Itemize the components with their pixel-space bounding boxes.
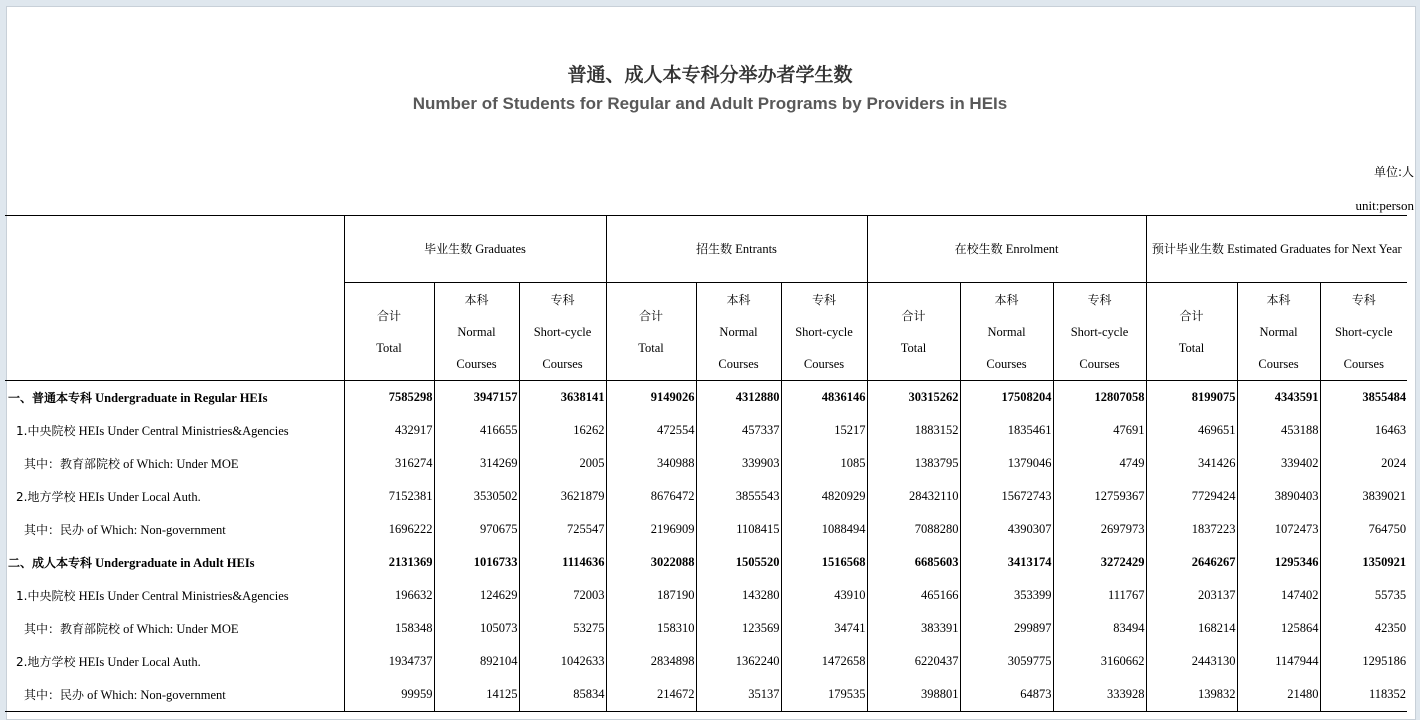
table-cell: 2646267 [1146,546,1237,579]
group-header-zh: 预计毕业生数 [1151,242,1224,256]
table-cell: 15217 [781,414,867,447]
table-row [5,546,1407,579]
table-cell: 1934737 [344,645,434,678]
table-cell: 453188 [1237,414,1320,447]
subheader-zh: 合计 [1179,308,1204,323]
table-cell: 64873 [960,678,1053,712]
subheader-en: Normal [719,324,758,339]
group-header-enrolment [867,216,1146,283]
group-header-en: Enrolment [1005,242,1059,256]
subheader-en: Courses [1258,356,1299,371]
table-cell: 111767 [1053,579,1146,612]
unit-label-en: unit:person [1355,198,1414,213]
subheader-zh: 合计 [376,308,401,323]
table-cell: 99959 [344,678,434,712]
table-cell: 1295186 [1320,645,1407,678]
table-cell: 472554 [606,414,696,447]
page-title-en: Number of Students for Regular and Adult Programs by Providers in HEIs [412,94,1008,113]
row-label [5,381,344,415]
table-cell: 1883152 [867,414,960,447]
table-cell: 316274 [344,447,434,480]
subheader-en: Short-cycle [795,324,853,339]
table-cell: 16262 [519,414,606,447]
table-cell: 3530502 [434,480,519,513]
table-cell: 118352 [1320,678,1407,712]
subheader-en: Normal [987,324,1026,339]
unit-label-zh: 单位:人 [1373,165,1414,179]
table-cell: 1516568 [781,546,867,579]
table-cell: 143280 [696,579,781,612]
table-cell: 1085 [781,447,867,480]
table-cell: 333928 [1053,678,1146,712]
group-header-entrants [606,216,867,283]
table-cell: 42350 [1320,612,1407,645]
table-cell: 43910 [781,579,867,612]
subheader-en: Courses [1343,356,1384,371]
table-cell: 3839021 [1320,480,1407,513]
table-cell: 203137 [1146,579,1237,612]
table-cell: 465166 [867,579,960,612]
table-cell: 4836146 [781,381,867,415]
table-cell: 158348 [344,612,434,645]
subheader-total [867,283,960,381]
group-header-zh: 在校生数 [954,242,1003,256]
subheader-normal-courses [434,283,519,381]
table-cell: 6220437 [867,645,960,678]
table-cell: 3855543 [696,480,781,513]
subheader-short-cycle-courses [1320,283,1407,381]
subheader-en: Courses [718,356,759,371]
subheader-en: Total [900,340,927,355]
subheader-en: Normal [1259,324,1298,339]
table-cell: 14125 [434,678,519,712]
row-label-zh: 2.地方学校 [16,490,76,504]
subheader-zh: 专科 [1087,292,1112,307]
row-label [5,645,344,678]
row-label-zh: 一、普通本专科 [8,391,93,405]
table-cell: 1042633 [519,645,606,678]
table-cell: 1362240 [696,645,781,678]
table-cell: 4820929 [781,480,867,513]
table-cell: 8199075 [1146,381,1237,415]
row-label [5,546,344,579]
table-cell: 147402 [1237,579,1320,612]
table-cell: 55735 [1320,579,1407,612]
subheader-total [606,283,696,381]
table-cell: 1147944 [1237,645,1320,678]
row-label-zh: 其中：教育部院校 [24,622,121,636]
table-row [5,480,1407,513]
table-row [5,447,1407,480]
table-cell: 457337 [696,414,781,447]
table-row [5,513,1407,546]
table-cell: 2196909 [606,513,696,546]
table-cell: 1837223 [1146,513,1237,546]
table-cell: 314269 [434,447,519,480]
table-cell: 398801 [867,678,960,712]
table-cell: 1108415 [696,513,781,546]
table-cell: 469651 [1146,414,1237,447]
table-row [5,612,1407,645]
table-cell: 339402 [1237,447,1320,480]
table-cell: 7585298 [344,381,434,415]
table-cell: 85834 [519,678,606,712]
subheader-zh: 本科 [726,292,751,307]
row-label-en: of Which: Under MOE [123,622,239,636]
table-cell: 53275 [519,612,606,645]
group-header-zh: 毕业生数 [424,242,473,256]
subheader-short-cycle-courses [781,283,867,381]
group-header-en: Entrants [735,242,777,256]
subheader-zh: 专科 [550,292,575,307]
subheader-en: Short-cycle [1334,324,1393,339]
table-cell: 3059775 [960,645,1053,678]
table-cell: 214672 [606,678,696,712]
row-label-zh: 1.中央院校 [16,424,76,438]
group-header-estimated-graduates [1146,216,1407,283]
table-cell: 3160662 [1053,645,1146,678]
subheader-zh: 专科 [1351,292,1376,307]
row-label-zh: 2.地方学校 [16,655,76,669]
subheader-en: Short-cycle [1070,324,1129,339]
table-cell: 3890403 [1237,480,1320,513]
table-cell: 341426 [1146,447,1237,480]
subheader-en: Total [638,340,664,355]
subheader-zh: 本科 [464,292,489,307]
table-cell: 2834898 [606,645,696,678]
table-cell: 1114636 [519,546,606,579]
table-cell: 8676472 [606,480,696,513]
row-label-zh: 1.中央院校 [16,589,76,603]
table-cell: 3855484 [1320,381,1407,415]
table-cell: 1072473 [1237,513,1320,546]
table-row [5,678,1407,712]
table-cell: 3621879 [519,480,606,513]
page-title-zh: 普通、成人本专科分举办者学生数 [567,64,853,86]
subheader-en: Total [376,340,402,355]
table-cell: 105073 [434,612,519,645]
row-label-zh: 其中：民办 [24,688,85,702]
row-label-en: of Which: Non-government [87,523,226,537]
table-cell: 4312880 [696,381,781,415]
table-cell: 158310 [606,612,696,645]
table-cell: 47691 [1053,414,1146,447]
table-cell: 196632 [344,579,434,612]
students-table [5,215,1407,712]
table-cell: 4390307 [960,513,1053,546]
table-cell: 125864 [1237,612,1320,645]
table-cell: 28432110 [867,480,960,513]
table-cell: 764750 [1320,513,1407,546]
subheader-en: Short-cycle [533,324,592,339]
table-cell: 3022088 [606,546,696,579]
row-label-en: HEIs Under Local Auth. [78,490,201,504]
row-label [5,447,344,480]
table-cell: 1350921 [1320,546,1407,579]
table-cell: 1472658 [781,645,867,678]
row-label-en: Undergraduate in Adult HEIs [95,556,255,570]
table-cell: 16463 [1320,414,1407,447]
subheader-short-cycle-courses [519,283,606,381]
table-cell: 34741 [781,612,867,645]
table-cell: 383391 [867,612,960,645]
subheader-zh: 本科 [994,292,1019,307]
row-label [5,480,344,513]
table-row [5,579,1407,612]
row-label [5,579,344,612]
subheader-en: Courses [542,356,583,371]
subheader-en: Courses [1079,356,1120,371]
table-cell: 1383795 [867,447,960,480]
table-cell: 6685603 [867,546,960,579]
subheader-zh: 合计 [901,308,926,323]
row-label-en: HEIs Under Local Auth. [78,655,201,669]
table-cell: 83494 [1053,612,1146,645]
subheader-zh: 专科 [812,292,837,307]
table-cell: 416655 [434,414,519,447]
row-label-en: of Which: Non-government [87,688,226,702]
table-cell: 3272429 [1053,546,1146,579]
table-cell: 3638141 [519,381,606,415]
table-cell: 970675 [434,513,519,546]
table-cell: 1088494 [781,513,867,546]
row-label [5,678,344,712]
table-cell: 4749 [1053,447,1146,480]
table-row [5,381,1407,415]
row-label [5,414,344,447]
table-cell: 1505520 [696,546,781,579]
row-label [5,513,344,546]
table-cell: 7729424 [1146,480,1237,513]
table-cell: 35137 [696,678,781,712]
row-label-en: Undergraduate in Regular HEIs [95,391,268,405]
subheader-en: Courses [803,356,845,371]
group-header-graduates [344,216,606,283]
table-cell: 432917 [344,414,434,447]
group-header-zh: 招生数 [696,242,733,256]
table-cell: 299897 [960,612,1053,645]
table-cell: 7152381 [344,480,434,513]
table-cell: 340988 [606,447,696,480]
table-cell: 1696222 [344,513,434,546]
subheader-en: Total [1178,340,1205,355]
subheader-en: Normal [457,324,496,339]
table-cell: 72003 [519,579,606,612]
group-header-en: Graduates [475,242,526,256]
subheader-zh: 本科 [1266,292,1291,307]
table-cell: 123569 [696,612,781,645]
row-label-zh: 其中：教育部院校 [24,457,121,471]
subheader-total [1146,283,1237,381]
subheader-zh: 合计 [639,308,664,323]
subheader-normal-courses [1237,283,1320,381]
table-cell: 12807058 [1053,381,1146,415]
table-cell: 2024 [1320,447,1407,480]
row-label [5,612,344,645]
table-cell: 179535 [781,678,867,712]
table-row [5,414,1407,447]
table-cell: 1835461 [960,414,1053,447]
subheader-normal-courses [960,283,1053,381]
table-cell: 139832 [1146,678,1237,712]
row-label-zh: 二、成人本专科 [8,556,93,570]
table-cell: 4343591 [1237,381,1320,415]
table-cell: 3413174 [960,546,1053,579]
subheader-en: Courses [456,356,497,371]
table-cell: 30315262 [867,381,960,415]
table-cell: 892104 [434,645,519,678]
row-label-en: HEIs Under Central Ministries&Agencies [78,589,289,603]
table-row [5,645,1407,678]
header-corner [5,216,344,381]
row-label-zh: 其中：民办 [24,523,85,537]
subheader-total [344,283,434,381]
subheader-en: Courses [986,356,1027,371]
table-cell: 12759367 [1053,480,1146,513]
table-cell: 187190 [606,579,696,612]
table-cell: 725547 [519,513,606,546]
table-cell: 2697973 [1053,513,1146,546]
table-cell: 1016733 [434,546,519,579]
table-cell: 7088280 [867,513,960,546]
table-cell: 2005 [519,447,606,480]
subheader-short-cycle-courses [1053,283,1146,381]
table-cell: 124629 [434,579,519,612]
group-header-en: Estimated Graduates for Next Year [1227,242,1402,256]
table-cell: 2443130 [1146,645,1237,678]
row-label-en: HEIs Under Central Ministries&Agencies [78,424,289,438]
table-cell: 21480 [1237,678,1320,712]
table-cell: 168214 [1146,612,1237,645]
table-cell: 9149026 [606,381,696,415]
table-cell: 15672743 [960,480,1053,513]
table-cell: 1379046 [960,447,1053,480]
table-cell: 17508204 [960,381,1053,415]
table-cell: 3947157 [434,381,519,415]
subheader-normal-courses [696,283,781,381]
row-label-en: of Which: Under MOE [123,457,239,471]
table-cell: 339903 [696,447,781,480]
table-cell: 1295346 [1237,546,1320,579]
table-cell: 353399 [960,579,1053,612]
table-cell: 2131369 [344,546,434,579]
